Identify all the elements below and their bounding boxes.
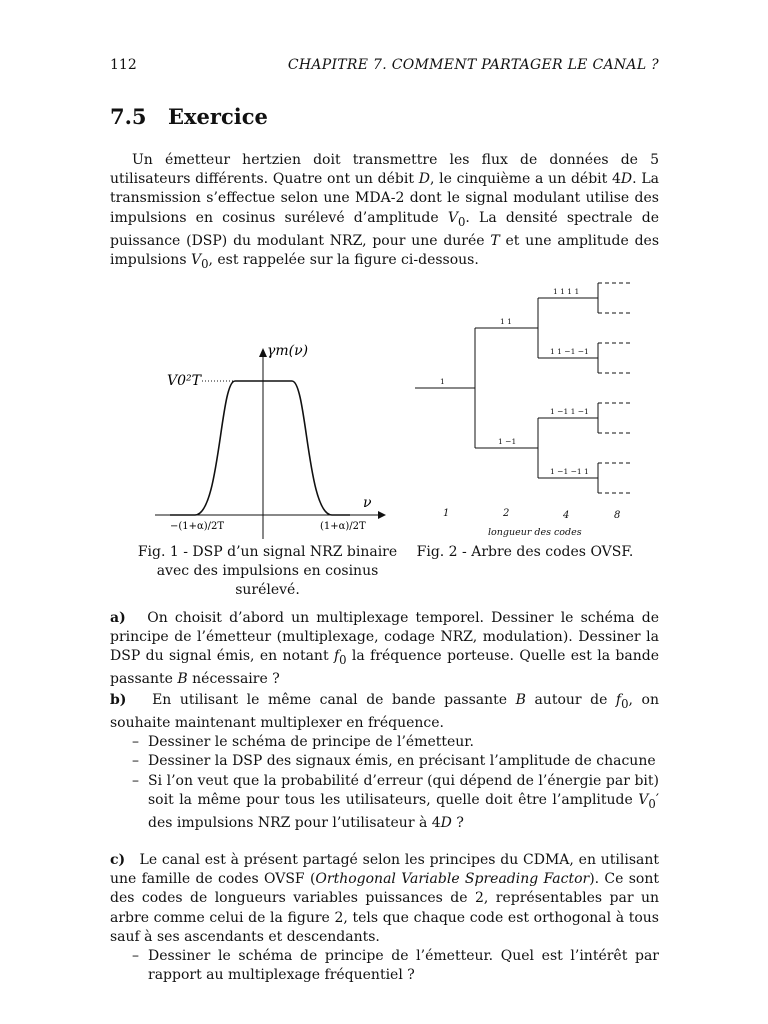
page-header <box>110 57 659 77</box>
right-tick-label: (1+α)/2T <box>320 521 366 532</box>
level-8-dashed-branches <box>598 283 633 493</box>
section-heading: Exercice <box>168 104 268 129</box>
question-a-label: a) <box>110 610 126 626</box>
peak-label: V0²T <box>167 373 201 389</box>
left-tick-label: −(1+α)/2T <box>170 521 225 532</box>
figure-1-dsp <box>150 335 390 545</box>
question-c-list <box>110 947 659 985</box>
length-4: 4 <box>563 510 570 521</box>
list-item: – Dessiner le schéma de principe de l’émetteur. Quel est l’intérêt par rapport au multiplexage fréquentiel ? <box>132 947 659 985</box>
code-1m1: 1 −1 <box>498 437 517 446</box>
question-b: b) En utilisant le même canal de bande passante B autour de $f_0$, on souhaite maintenant multiplexer en fréquence. – Dessiner le schéma de principe de l’émetteur. – Dessiner la DSP des signaux émis, en précisant l’amplitude de chacune – Si l’on veut que la probabilité d’erreur (qui dépend de l’énergie par bit) soit la même pour tous les utilisateurs, quelle doit être l’amplitude $V_0'$ des impulsions NRZ pour l’utilisateur à 4D ? <box>110 691 659 833</box>
figure-2-caption: Fig. 2 - Arbre des codes OVSF. <box>416 544 634 560</box>
length-2: 2 <box>503 508 510 519</box>
dsp-plot <box>150 335 390 545</box>
question-c: c) Le canal est à présent partagé selon les principes du CDMA, en utilisant une famille de codes OVSF (Orthogonal Variable Spreading Factor). Ce sont des codes de longueurs variables puissances de 2, représentables par un arbre comme celui de la figure 2, tels que chaque code est orthogonal à tous sauf à ses ascendants et descendants. – Dessiner le schéma de principe de l’émetteur. Quel est l’intérêt par rapport au multiplexage fréquentiel ? <box>110 851 659 985</box>
intro-paragraph: Un émetteur hertzien doit transmettre les flux de données de 5 utilisateurs différents. Quatre ont un débit D, le cinquième a un débit 4D. La transmission s’effectue selon une MDA-2 dont le signal modulant utilise des impulsions en cosinus surélevé d’amplitude $V_0$. La densité spectrale de puissance (DSP) du modulant NRZ, pour une durée T et une amplitude des impulsions $V_0$, est rappelée sur la figure ci-dessous. <box>110 152 660 271</box>
question-b-label: b) <box>110 692 127 708</box>
section-number: 7.5 <box>110 104 147 129</box>
x-axis-arrow <box>378 511 386 519</box>
figure-1-caption: Fig. 1 - DSP d’un signal NRZ binaire avec des impulsions en cosinus surélevé. <box>137 544 398 598</box>
running-title: CHAPITRE 7. COMMENT PARTAGER LE CANAL ? <box>287 57 659 73</box>
code-1m1m11: 1 −1 −1 1 <box>550 467 589 476</box>
question-c-label: c) <box>110 852 126 868</box>
list-item: – Dessiner la DSP des signaux émis, en précisant l’amplitude de chacune <box>132 752 659 771</box>
code-1111: 1 1 1 1 <box>553 287 580 296</box>
code-1m11m1: 1 −1 1 −1 <box>550 407 589 416</box>
x-axis-label: ν <box>363 495 372 511</box>
y-axis-arrow <box>259 348 267 357</box>
length-1: 1 <box>443 508 450 519</box>
page-number: 112 <box>110 57 137 73</box>
question-a: a) On choisit d’abord un multiplexage temporel. Dessiner le schéma de principe de l’émetteur (multiplexage, codage NRZ, modulation). Dessiner la DSP du signal émis, en notant $f_0$ la fréquence porteuse. Quelle est la bande passante B nécessaire ? <box>110 610 659 688</box>
y-axis-label: γm(ν) <box>267 343 309 359</box>
list-item: – Si l’on veut que la probabilité d’erreur (qui dépend de l’énergie par bit) soit la même pour tous les utilisateurs, quelle doit être l’amplitude $V_0'$ des impulsions NRZ pour l’utilisateur à 4D ? <box>132 772 659 833</box>
dsp-curve <box>170 381 350 515</box>
list-item: – Dessiner le schéma de principe de l’émetteur. <box>132 733 659 752</box>
ovsf-tree <box>410 280 660 540</box>
figure-2-ovsf-tree <box>410 280 660 540</box>
section-title <box>110 104 268 129</box>
length-8: 8 <box>614 510 621 521</box>
question-b-list <box>110 733 659 833</box>
code-root: 1 <box>440 377 445 386</box>
codes-length-axis-title: longueur des codes <box>488 527 582 538</box>
code-11m1m1: 1 1 −1 −1 <box>550 347 589 356</box>
code-11: 1 1 <box>500 317 512 326</box>
